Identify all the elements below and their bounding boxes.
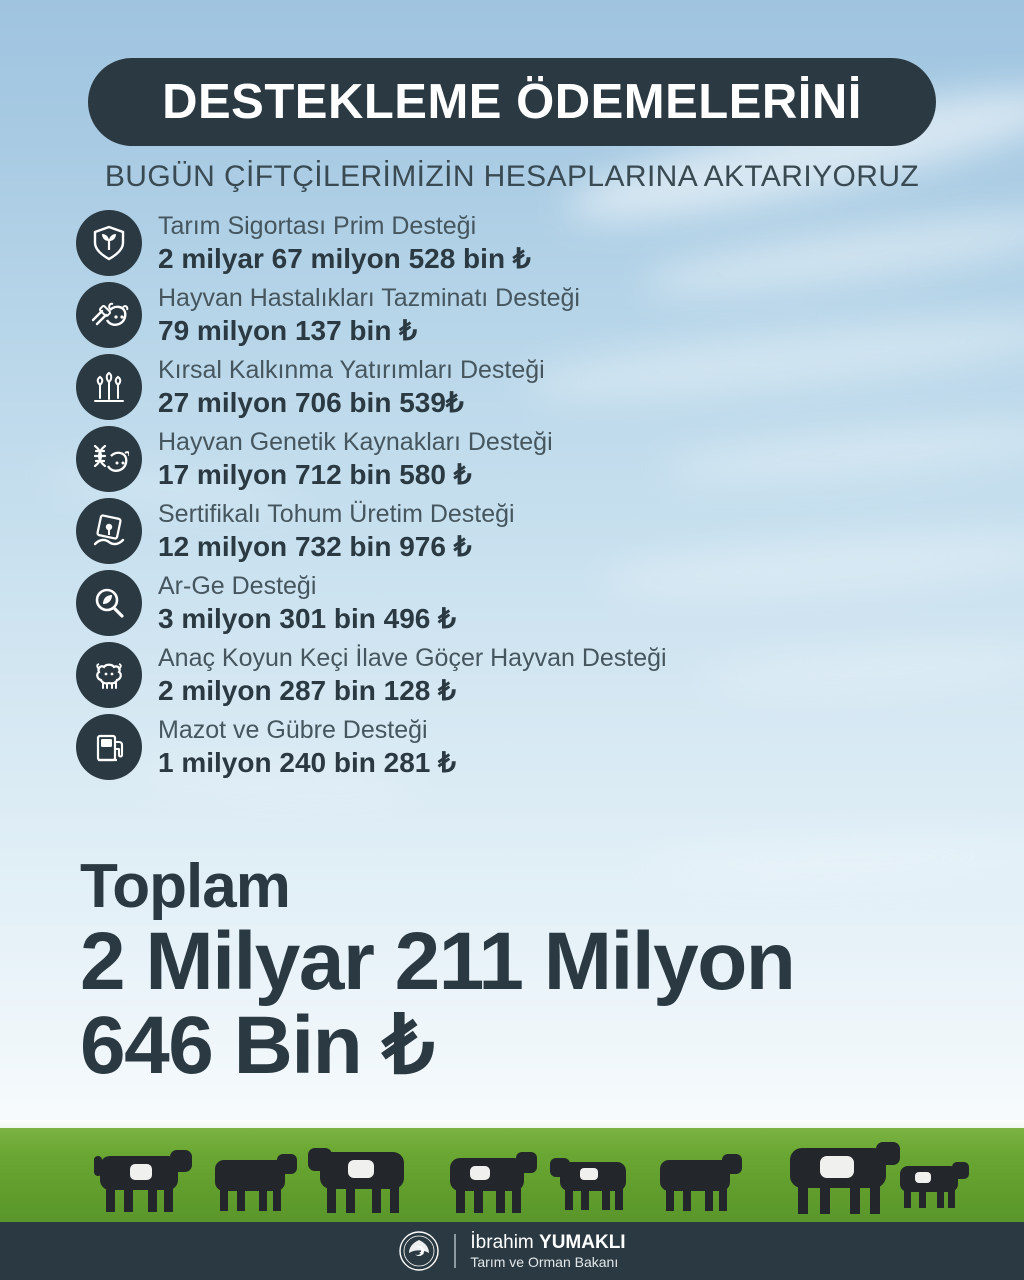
minister-last-name: YUMAKLI (539, 1231, 626, 1253)
shield-plant-icon (76, 210, 142, 276)
vaccine-cow-icon (76, 282, 142, 348)
list-item-amount: 79 milyon 137 bin ₺ (158, 314, 418, 346)
total-label: Toplam (80, 852, 290, 921)
minister-first-name: İbrahim (470, 1231, 540, 1253)
list-item-label: Kırsal Kalkınma Yatırımları Desteği (158, 356, 545, 385)
list-item-label: Ar-Ge Desteği (158, 572, 317, 601)
minister-role: Tarım ve Orman Bakanı (470, 1253, 619, 1270)
magnifier-leaf-icon (76, 570, 142, 636)
list-item (76, 568, 956, 638)
support-payments-list (76, 208, 956, 784)
list-item (76, 640, 956, 710)
minister-name (470, 1232, 625, 1254)
list-item (76, 352, 956, 422)
list-item-amount: 2 milyon 287 bin 128 ₺ (158, 674, 456, 706)
list-item-amount: 27 milyon 706 bin 539₺ (158, 386, 464, 418)
list-item-label: Hayvan Genetik Kaynakları Desteği (158, 428, 553, 457)
list-item-label: Mazot ve Gübre Desteği (158, 716, 428, 745)
list-item-label: Anaç Koyun Keçi İlave Göçer Hayvan Desteği (158, 644, 667, 673)
footer-bar (0, 1222, 1024, 1280)
list-item (76, 496, 956, 566)
list-item-amount: 1 milyon 240 bin 281 ₺ (158, 746, 456, 778)
list-item (76, 712, 956, 782)
list-item-label: Hayvan Hastalıkları Tazminatı Desteği (158, 284, 580, 313)
list-item (76, 280, 956, 350)
fuel-pump-icon (76, 714, 142, 780)
list-item-amount: 12 milyon 732 bin 976 ₺ (158, 530, 472, 562)
list-item-amount: 2 milyar 67 milyon 528 bin ₺ (158, 242, 531, 274)
list-item-amount: 17 milyon 712 bin 580 ₺ (158, 458, 472, 490)
total-amount-line1: 2 Milyar 211 Milyon (80, 916, 795, 1007)
title-banner (88, 58, 936, 146)
list-item (76, 208, 956, 278)
turkey-ministry-emblem-icon (398, 1230, 440, 1272)
page-subtitle: BUGÜN ÇİFTÇİLERİMİZİN HESAPLARINA AKTARIYORUZ (104, 160, 920, 193)
page-title: DESTEKLEME ÖDEMELERİNİ (162, 75, 862, 129)
dna-cow-icon (76, 426, 142, 492)
sheep-icon (76, 642, 142, 708)
list-item (76, 424, 956, 494)
footer-divider (454, 1234, 456, 1268)
list-item-amount: 3 milyon 301 bin 496 ₺ (158, 602, 456, 634)
certified-seed-icon (76, 498, 142, 564)
list-item-label: Sertifikalı Tohum Üretim Desteği (158, 500, 515, 529)
total-block (80, 852, 795, 1092)
list-item-label: Tarım Sigortası Prim Desteği (158, 212, 477, 241)
total-amount-line2: 646 Bin ₺ (80, 1000, 434, 1092)
wheat-icon (76, 354, 142, 420)
